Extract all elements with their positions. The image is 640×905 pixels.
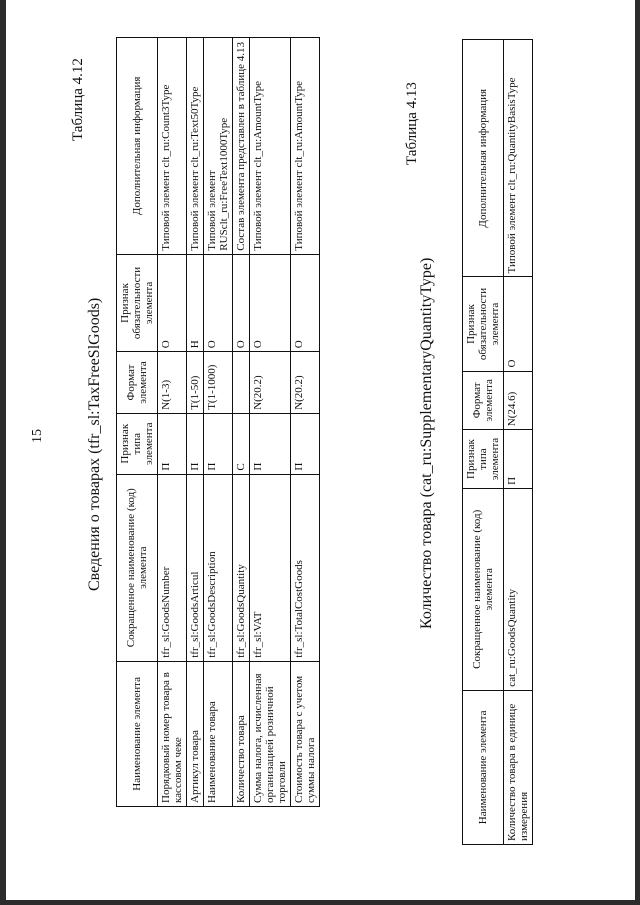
table-row <box>158 38 187 807</box>
header-cell: Формат элемента <box>463 371 504 430</box>
table-cell: cat_ru:GoodsQuantity <box>504 488 533 690</box>
table-header-row <box>463 40 504 845</box>
table-cell <box>233 352 250 414</box>
table-cell: tfr_sl:GoodsNumber <box>158 474 187 661</box>
header-cell: Сокращенное наименование (код) элемента <box>463 488 504 690</box>
table-cell: О <box>204 254 233 352</box>
header-cell: Сокращенное наименование (код) элемента <box>117 474 158 661</box>
table-cell: N(20.2) <box>291 352 320 414</box>
table-cell: tfr_sl:GoodsDescription <box>204 474 233 661</box>
table-cell: tfr_sl:GoodsQuantity <box>233 474 250 661</box>
table-header-row <box>117 38 158 807</box>
page-number: 15 <box>30 429 45 443</box>
header-cell: Наименование элемента <box>117 661 158 806</box>
table-4-13 <box>462 39 533 845</box>
table-cell: О <box>504 277 533 371</box>
table-4-12 <box>116 37 320 807</box>
table-cell: П <box>204 413 233 474</box>
header-cell: Наименование элемента <box>463 690 504 844</box>
table-cell: N(24.6) <box>504 371 533 430</box>
table-row <box>504 40 533 845</box>
table-cell: П <box>250 413 291 474</box>
table-row <box>250 38 291 807</box>
table-cell: N(1-3) <box>158 352 187 414</box>
table-cell: tfr_sl:TotalCostGoods <box>291 474 320 661</box>
table-cell: С <box>233 413 250 474</box>
table-cell: Стоимость товара с учетом суммы налога <box>291 661 320 806</box>
table-cell: П <box>291 413 320 474</box>
table-cell: Типовой элемент clt_ru:AmountType <box>250 38 291 255</box>
table-4-12-label: Таблица 4.12 <box>70 58 86 141</box>
table-cell: Т(1-50) <box>187 352 204 414</box>
table-cell: О <box>250 254 291 352</box>
table-row <box>233 38 250 807</box>
table-cell: Типовой элемент clt_ru:QuantityBasisType <box>504 40 533 277</box>
table-row <box>204 38 233 807</box>
table-cell: Состав элемента представлен в таблице 4.13 <box>233 38 250 255</box>
table-cell: П <box>187 413 204 474</box>
table-cell: Н <box>187 254 204 352</box>
table-4-13-label: Таблица 4.13 <box>404 82 420 165</box>
table-cell: П <box>158 413 187 474</box>
table-cell: Сумма налога, исчисленная организацией розничной торговли <box>250 661 291 806</box>
table-row <box>187 38 204 807</box>
header-cell: Признак обязательности элемента <box>117 254 158 352</box>
table-cell: tfr_sl:VAT <box>250 474 291 661</box>
table-4-12-title: Сведения о товарах (tfr_sl:TaxFreeSlGoods) <box>86 297 103 591</box>
table-cell: Т(1-1000) <box>204 352 233 414</box>
header-cell: Формат элемента <box>117 352 158 414</box>
table-cell: О <box>233 254 250 352</box>
table-cell: N(20.2) <box>250 352 291 414</box>
table-cell: Количество товара <box>233 661 250 806</box>
table-cell: tfr_sl:GoodsArticul <box>187 474 204 661</box>
table-row <box>291 38 320 807</box>
table-cell: Типовой элемент clt_ru:AmountType <box>291 38 320 255</box>
header-cell: Признак обязательности элемента <box>463 277 504 371</box>
table-4-13-title: Количество товара (cat_ru:SupplementaryQuantityType) <box>418 257 435 629</box>
header-cell: Дополнительная информация <box>463 40 504 277</box>
table-cell: Порядковый номер товара в кассовом чеке <box>158 661 187 806</box>
table-cell: Артикул товара <box>187 661 204 806</box>
header-cell: Дополнительная информация <box>117 38 158 255</box>
table-cell: Наименование товара <box>204 661 233 806</box>
table-cell: О <box>158 254 187 352</box>
table-cell: Типовой элемент clt_ru:Text50Type <box>187 38 204 255</box>
table-cell: П <box>504 430 533 489</box>
table-cell: Типовой элемент RUSclt_ru:FreeText1000Type <box>204 38 233 255</box>
header-cell: Признак типа элемента <box>117 413 158 474</box>
table-cell: Типовой элемент clt_ru:Count3Type <box>158 38 187 255</box>
header-cell: Признак типа элемента <box>463 430 504 489</box>
table-cell: Количество товара в единице измерения <box>504 690 533 844</box>
table-cell: О <box>291 254 320 352</box>
